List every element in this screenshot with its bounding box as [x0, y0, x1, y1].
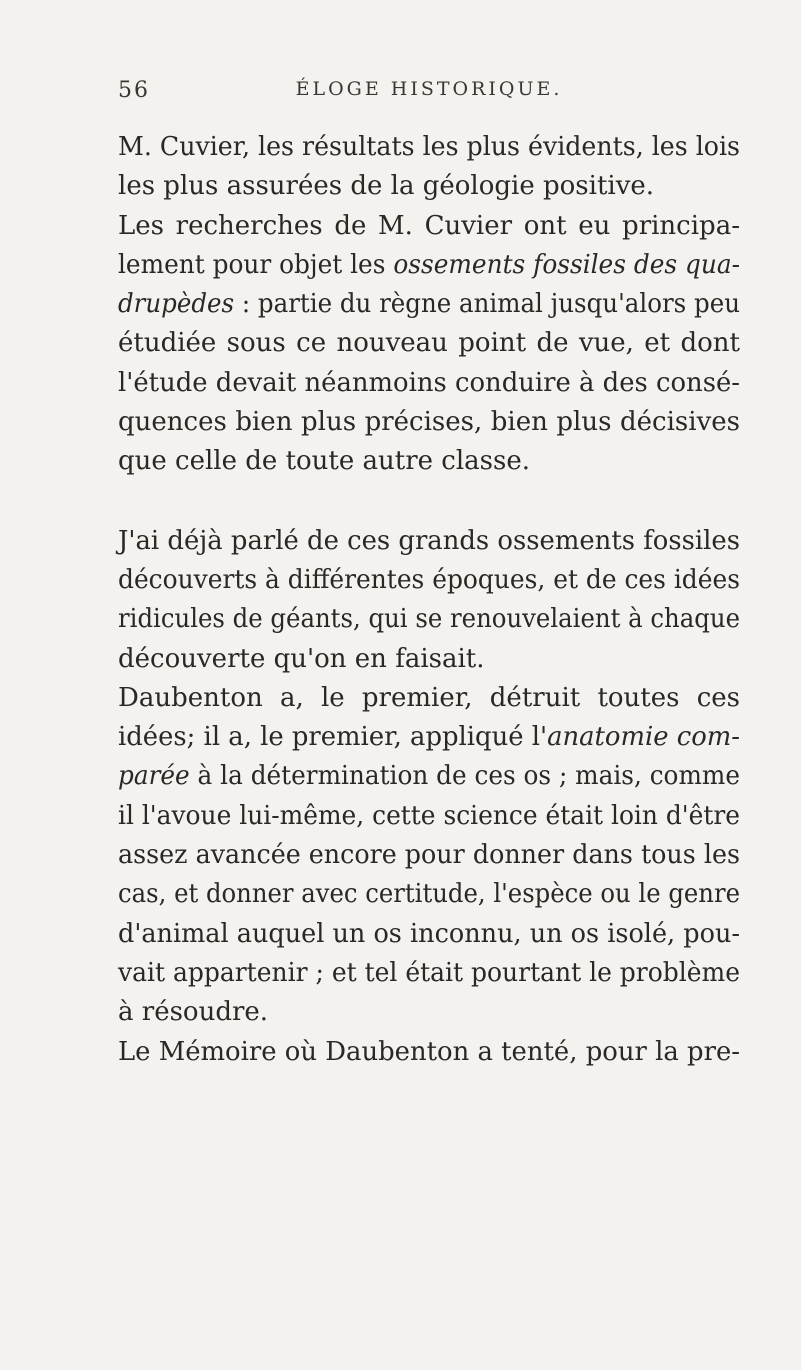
text-line: idées; il a, le premier, appliqué l'anatomie com-: [118, 722, 740, 753]
italic-phrase: drupèdes: [118, 289, 235, 320]
text-line: les plus assurées de la géologie positive.: [118, 171, 655, 202]
text-line: quences bien plus précises, bien plus décisives: [118, 407, 740, 438]
text-line: J'ai déjà parlé de ces grands ossements fossiles: [118, 525, 740, 556]
text-line: découverte qu'on en faisait.: [118, 643, 485, 674]
page-number: 56: [118, 78, 150, 103]
running-title: ÉLOGE HISTORIQUE.: [295, 78, 563, 100]
text-line: à résoudre.: [118, 997, 269, 1028]
text-line: que celle de toute autre classe.: [118, 446, 531, 477]
italic-phrase: parée: [118, 761, 190, 792]
italic-phrase: ossements fossiles des qua-: [393, 249, 740, 280]
text-line: assez avancée encore pour donner dans tous les: [118, 840, 740, 871]
text-line: drupèdes : partie du règne animal jusqu'alors peu: [118, 289, 740, 320]
text-line: Les recherches de M. Cuvier ont eu principa-: [118, 210, 740, 241]
text-line: ridicules de géants, qui se renouvelaient à chaque: [118, 604, 740, 635]
text-line: cas, et donner avec certitude, l'espèce ou le genre: [118, 879, 740, 910]
text-line: étudiée sous ce nouveau point de vue, et dont: [118, 328, 740, 359]
text-line: d'animal auquel un os inconnu, un os isolé, pou-: [118, 918, 740, 949]
text-line: l'étude devait néanmoins conduire à des consé-: [118, 367, 740, 398]
text-line: vait appartenir ; et tel était pourtant le problème: [118, 957, 740, 988]
text-line: Daubenton a, le premier, détruit toutes ces: [118, 682, 740, 713]
text-line: Le Mémoire où Daubenton a tenté, pour la pre-: [118, 1036, 740, 1067]
body-text: [118, 128, 740, 1072]
text-line: découverts à différentes époques, et de ces idées: [118, 564, 740, 595]
italic-phrase: anatomie com-: [547, 722, 740, 753]
text-line: parée à la détermination de ces os ; mais, comme: [118, 761, 740, 792]
text-line: lement pour objet les ossements fossiles des qua-: [118, 249, 740, 280]
text-line: M. Cuvier, les résultats les plus évidents, les lois: [118, 132, 740, 162]
running-head: [118, 78, 740, 108]
text-line: il l'avoue lui-même, cette science était loin d'être: [118, 800, 740, 831]
